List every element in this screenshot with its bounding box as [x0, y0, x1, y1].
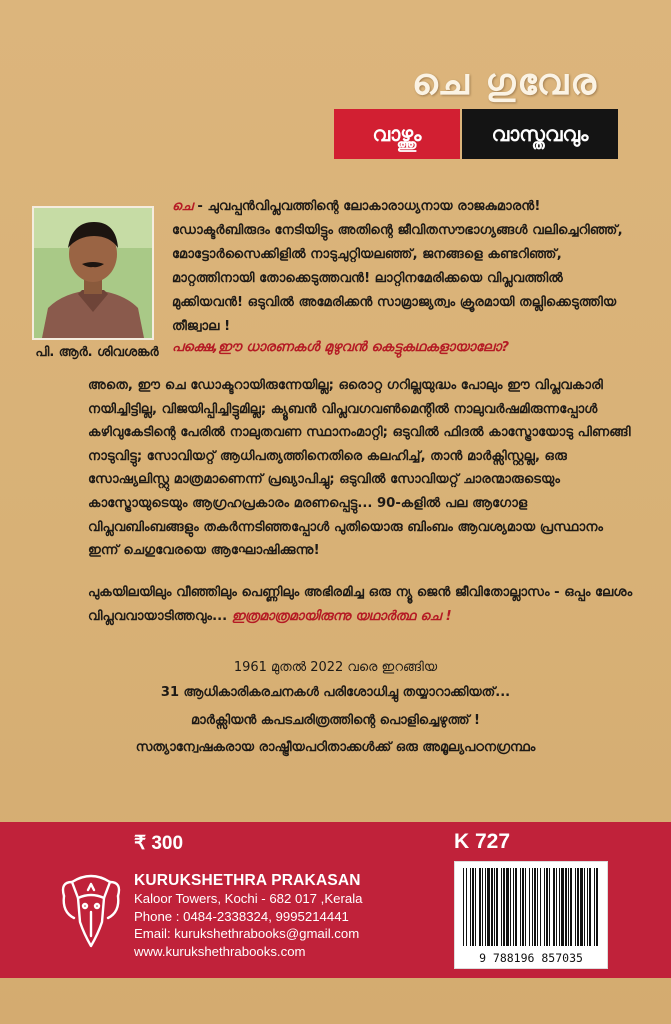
blurb-paragraph-2: അതെ, ഈ ചെ ഡോക്ടറായിരുന്നേയില്ല; ഒരൊറ്റ ഗറില്ലയുദ്ധം പോലും ഈ വിപ്ലവകാരി നയിച്ചിട്ടില്ല, വിജയിപ്പിച്ചിട്ടുമില്ല; ക്യൂബൻ വിപ്ലവഗവൺമെന്റിൽ നാലുവർഷമിരുന്നപ്പോൾ കഴിവുകേടിന്റെ പേരിൽ നാലുതവണ സ്ഥാനംമാറ്റി; ഒടുവിൽ ഫിദൽ കാസ്ട്രോയോടു പിണങ്ങി നാടുവിട്ടു; സോവിയറ്റ് ആധിപത്യത്തിനെതിരെ കലഹിച്ച്, താൻ മാർക്സിസ്റ്റല്ല, ഒരു സോഷ്യലിസ്റ്റു മാത്രമാണെന്ന് പ്രഖ്യാപിച്ചു; ഒടുവിൽ സോവിയറ്റ് ചാരന്മാരുടെയും കാസ്ട്രോയുടെയും ആഗ്രഹപ്രകാരം മരണപ്പെട്ടു... 90-കളിൽ പല ആഗോള വിപ്ലവബിംബങ്ങളും തകർന്നടിഞ്ഞപ്പോൾ പുതിയൊരു ബിംബം ആവശ്യമായ പ്രസ്ഥാനം ഇന്ന് ചെഗുവേരയെ ആഘോഷിക്കുന്നു!	[88, 378, 631, 559]
publisher-phone: Phone : 0484-2338324, 9995214441	[134, 908, 349, 924]
barcode-bar	[515, 868, 517, 946]
barcode-bar	[584, 868, 585, 946]
barcode-bar	[503, 868, 505, 946]
barcode-bar	[568, 868, 569, 946]
note-line-3: മാർക്സിയൻ കപടചരിത്രത്തിന്റെ പൊളിച്ചെഴുത്ത് !	[191, 713, 480, 728]
barcode-bar	[482, 868, 483, 946]
barcode-bar	[589, 868, 591, 946]
barcode-bar	[565, 868, 567, 946]
publisher-name: KURUKSHETHRA PRAKASAN	[134, 872, 361, 889]
isbn-number: 9 788196 857035	[479, 951, 583, 965]
publisher-website: www.kurukshethrabooks.com	[134, 943, 306, 959]
blurb-paragraph-1-text: - ചുവപ്പൻവിപ്ലവത്തിന്റെ ലോകാരാധ്യനായ രാജകുമാരൻ! ഡോക്ടർബിരുദം നേടിയിട്ടും അതിന്റെ ജീവിതസൗഭാഗ്യങ്ങൾ വലിച്ചെറിഞ്ഞ്, മോട്ടോർസൈക്കിളിൽ നാടുചുറ്റിയലഞ്ഞ്, ജനങ്ങളെ കണ്ടറിഞ്ഞ്, മാറ്റത്തിനായി തോക്കെടുത്തവൻ! ലാറ്റിനമേരിക്കയെ വിപ്ലവത്തിൽ മുക്കിയവൻ! ഒടുവിൽ അമേരിക്കൻ സാമ്രാജ്യത്വം ക്രൂരമായി തല്ലിക്കെടുത്തിയ തീജ്വാല !	[172, 199, 623, 334]
barcode-bar	[534, 868, 536, 946]
blurb-paragraph-3	[88, 581, 636, 628]
barcode-bar	[549, 868, 550, 946]
barcode-bar	[532, 868, 533, 946]
subtitle-tag-reality: വാസ്തവവും	[462, 109, 618, 159]
barcode-bar	[506, 868, 509, 946]
barcode-bar	[487, 868, 490, 946]
barcode-bar	[575, 868, 576, 946]
barcode-bar	[475, 868, 476, 946]
barcode-bar	[544, 868, 545, 946]
barcode-bar	[587, 868, 588, 946]
barcode-bar	[529, 868, 530, 946]
barcode-bar	[546, 868, 548, 946]
price-label: ₹ 300	[134, 833, 184, 854]
barcode-bar	[553, 868, 555, 946]
subtitle-tag-praise: വാഴ്ത്തും	[334, 109, 460, 159]
barcode-bar	[537, 868, 538, 946]
barcode-bar	[466, 868, 467, 946]
note-line-1: 1961 മുതൽ 2022 വരെ ഇറങ്ങിയ	[233, 660, 438, 675]
author-portrait-image	[34, 208, 152, 338]
barcode-bar	[470, 868, 471, 946]
barcode-bar	[479, 868, 481, 946]
barcode-bar	[494, 868, 495, 946]
blurb-paragraph-1	[172, 195, 634, 339]
blurb-question: പക്ഷെ,ഈ ധാരണകൾ മുഴുവൻ കെട്ടുകഥകളായാലോ?	[172, 339, 510, 355]
barcode-bar	[561, 868, 564, 946]
barcode-bars	[461, 868, 601, 946]
catalog-code: K 727	[454, 830, 511, 853]
barcode-bar	[525, 868, 526, 946]
publisher-logo-icon	[58, 872, 124, 952]
publisher-address: Kaloor Towers, Kochi - 682 017 ,Kerala	[134, 891, 363, 906]
note-line-4: സത്യാന്വേഷകരായ രാഷ്ട്രീയപഠിതാക്കൾക്ക് ഒരു അമൂല്യപഠനഗ്രന്ഥം	[135, 740, 536, 755]
barcode-bar	[510, 868, 511, 946]
barcode-bar	[556, 868, 557, 946]
author-photo	[32, 206, 154, 340]
barcode-bar	[580, 868, 583, 946]
barcode-bar	[485, 868, 486, 946]
barcode-bar	[472, 868, 474, 946]
isbn-barcode	[454, 861, 608, 969]
barcode-bar	[522, 868, 524, 946]
barcode-bar	[491, 868, 493, 946]
barcode-bar	[570, 868, 572, 946]
blurb-emphasis: ഇത്രമാത്രമായിരുന്നു യഥാർത്ഥ ചെ !	[231, 608, 452, 624]
author-name: പി. ആർ. ശിവശങ്കർ	[35, 345, 159, 360]
barcode-bar	[520, 868, 521, 946]
publisher-email: Email: kurukshethrabooks@gmail.com	[134, 926, 360, 941]
book-title: ചെ ഗുവേര	[411, 62, 599, 103]
publisher-info	[134, 872, 434, 960]
barcode-bar	[513, 868, 514, 946]
barcode-bar	[501, 868, 502, 946]
barcode-bar	[496, 868, 498, 946]
barcode-bar	[540, 868, 541, 946]
barcode-bar	[559, 868, 560, 946]
barcode-bar	[596, 868, 598, 946]
barcode-bar	[577, 868, 579, 946]
blurb-lead-word: ചെ	[172, 199, 193, 214]
barcode-bar	[594, 868, 595, 946]
note-line-2: 31 ആധികാരികരചനകൾ പരിശോധിച്ചു തയ്യാറാക്കിയത്...	[160, 685, 511, 700]
barcode-bar	[463, 868, 464, 946]
blurb-paragraph-3-text: പുകയിലയിലും വീഞ്ഞിലും പെണ്ണിലും അഭിരമിച്ച ഒരു ന്യൂ ജെൻ ജീവിതോല്ലാസം - ഒപ്പം ലേശം വിപ്ലവവായാടിത്തവും...	[88, 585, 633, 624]
